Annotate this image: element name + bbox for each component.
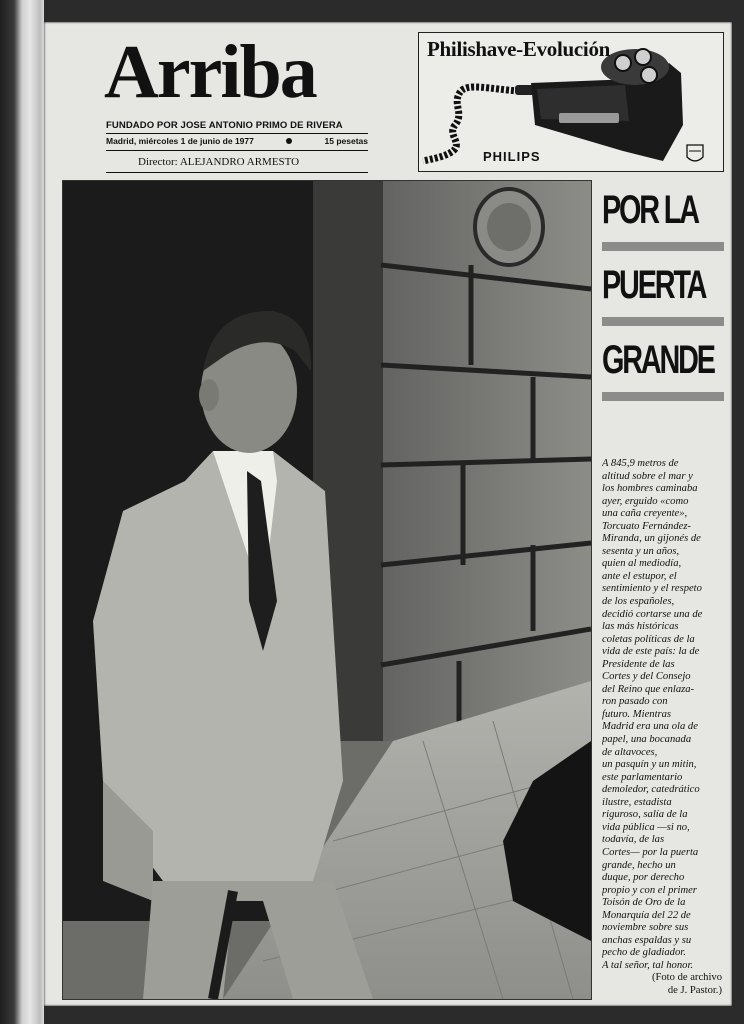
masthead-rule-bottom	[106, 172, 368, 173]
ad-headline: Philishave-Evolución	[427, 37, 611, 61]
article-line: anchas espaldas y su	[602, 934, 692, 946]
article-body	[602, 458, 726, 972]
front-page-photo	[62, 180, 592, 1000]
headline	[602, 180, 726, 405]
article-line: noviembre sobre sus	[602, 922, 689, 934]
photo-credit	[602, 972, 722, 997]
newspaper-page	[44, 22, 732, 1006]
article-line: quien al mediodía,	[602, 558, 682, 570]
shaver-advertisement	[418, 32, 724, 172]
article-line: Cortes y del Consejo	[602, 671, 691, 683]
article-line: sesenta y un años,	[602, 545, 680, 557]
article-line: las más históricas	[602, 621, 679, 633]
article-line: una caña creyente»,	[602, 508, 688, 520]
headline-bar	[602, 317, 724, 326]
book-binding	[0, 0, 44, 1024]
headline-bar	[602, 392, 724, 401]
masthead-rule-top	[106, 133, 368, 134]
article-line: ilustre, estadista	[602, 796, 672, 808]
founder-line: FUNDADO POR JOSE ANTONIO PRIMO DE RIVERA	[106, 120, 343, 131]
director-line: Director: ALEJANDRO ARMESTO	[138, 156, 300, 168]
article-line: un pasquín y un mitin,	[602, 759, 697, 771]
masthead	[104, 28, 372, 178]
article-line: Toisón de Oro de la	[602, 897, 686, 909]
headline-bar	[602, 242, 724, 251]
article-line: vida de este país: la de	[602, 646, 700, 658]
issue-date: Madrid, miércoles 1 de junio de 1977	[106, 136, 254, 146]
issue-price: 15 pesetas	[324, 136, 368, 146]
article-line: decidió cortarse una de	[602, 608, 703, 620]
article-line: A 845,9 metros de	[602, 458, 679, 469]
headline-line-3: GRANDE	[602, 338, 714, 382]
article-line: demoledor, catedrático	[602, 784, 700, 796]
article-line: los hombres caminaba	[602, 483, 698, 495]
newspaper-title: Arriba	[104, 30, 316, 114]
article-line: sentimiento y el respeto	[602, 583, 702, 595]
article-line: vida pública —si no,	[602, 821, 690, 833]
ad-brand-logo: PHILIPS	[483, 149, 541, 164]
headline-line-1: POR LA	[602, 188, 698, 232]
bullet-icon	[286, 138, 292, 144]
article-line: riguroso, salía de la	[602, 809, 688, 821]
article-line: coletas políticas de la	[602, 633, 695, 645]
article-line: Monarquía del 22 de	[602, 909, 691, 921]
article-line: ante el estupor, el	[602, 570, 677, 582]
article-line: Miranda, un gijonés de	[602, 533, 701, 545]
article-line: propio y con el primer	[602, 884, 697, 896]
article-line: Madrid era una ola de	[602, 721, 698, 733]
masthead-rule-middle	[106, 150, 368, 151]
article-line: Presidente de las	[602, 658, 675, 670]
article-line: A tal señor, tal honor.	[602, 959, 694, 971]
photo-credit-line: de J. Pastor.)	[667, 984, 722, 996]
article-line: todavía, de las	[602, 834, 665, 846]
article-line: futuro. Mientras	[602, 708, 672, 720]
article-line: Cortes— por la puerta	[602, 846, 699, 858]
article-line: ayer, erguido «como	[602, 495, 689, 507]
article-line: papel, una bocanada	[602, 734, 692, 746]
article-line: del Reino que enlaza-	[602, 683, 695, 695]
photo-credit-line: (Foto de archivo	[651, 972, 722, 983]
article-line: de los españoles,	[602, 596, 675, 608]
article-line: altitud sobre el mar y	[602, 470, 693, 482]
article-line: grande, hecho un	[602, 859, 676, 871]
article-line: ron pasado con	[602, 696, 668, 708]
article-line: de altavoces,	[602, 746, 658, 758]
article-line: duque, por derecho	[602, 872, 685, 884]
article-line: pecho de gladiador.	[602, 947, 686, 959]
headline-line-2: PUERTA	[602, 263, 706, 307]
dateline	[106, 136, 368, 146]
article-line: Torcuato Fernández-	[602, 520, 691, 532]
article-line: este parlamentario	[602, 771, 683, 783]
